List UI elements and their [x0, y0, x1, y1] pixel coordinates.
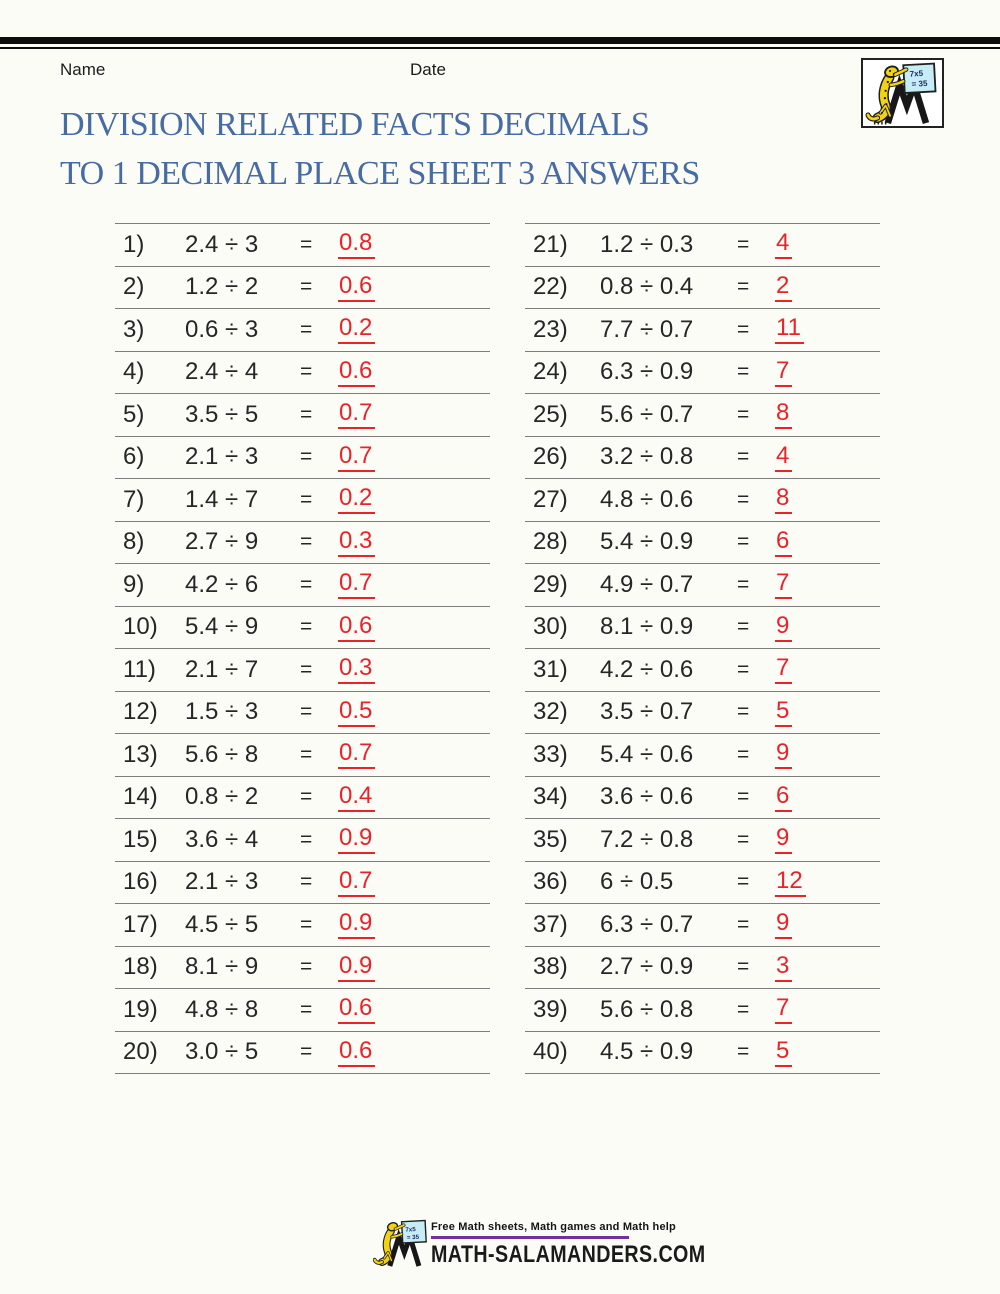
answer-value: 9 — [775, 613, 792, 642]
answer-value: 5 — [775, 698, 792, 727]
problem-row — [115, 223, 490, 266]
problem-expression: 5.4 ÷ 0.6 — [600, 740, 694, 768]
salamander-easel-icon — [373, 1216, 429, 1270]
equals-sign: = — [300, 742, 313, 766]
answer-value: 4 — [775, 443, 792, 472]
problem-row — [115, 818, 490, 861]
equals-sign: = — [737, 870, 750, 894]
problem-expression: 4.8 ÷ 8 — [185, 995, 259, 1023]
problem-expression: 6.3 ÷ 0.7 — [600, 910, 694, 938]
answer-value: 4 — [775, 230, 792, 259]
problem-row — [525, 436, 880, 479]
answer-value: 0.7 — [338, 400, 375, 429]
answer-value: 7 — [775, 358, 792, 387]
equals-sign: = — [737, 402, 750, 426]
problem-number: 31) — [533, 655, 568, 683]
equals-sign: = — [737, 955, 750, 979]
problem-row — [525, 988, 880, 1031]
problem-row — [115, 266, 490, 309]
answer-value: 0.3 — [338, 655, 375, 684]
problem-expression: 6.3 ÷ 0.9 — [600, 358, 694, 386]
answer-value: 0.3 — [338, 528, 375, 557]
answer-value: 0.6 — [338, 995, 375, 1024]
equals-sign: = — [300, 317, 313, 341]
equals-sign: = — [737, 700, 750, 724]
problem-expression: 4.2 ÷ 6 — [185, 570, 259, 598]
equals-sign: = — [300, 360, 313, 384]
problem-number: 38) — [533, 953, 568, 981]
problem-number: 32) — [533, 698, 568, 726]
salamander-easel-icon — [863, 60, 942, 126]
problem-row — [525, 648, 880, 691]
problem-number: 40) — [533, 1038, 568, 1066]
problem-expression: 2.7 ÷ 0.9 — [600, 953, 694, 981]
problem-expression: 2.1 ÷ 3 — [185, 443, 259, 471]
problem-expression: 7.2 ÷ 0.8 — [600, 825, 694, 853]
answer-value: 0.7 — [338, 570, 375, 599]
problem-expression: 4.5 ÷ 0.9 — [600, 1038, 694, 1066]
equals-sign: = — [737, 827, 750, 851]
problem-number: 24) — [533, 358, 568, 386]
answer-value: 11 — [775, 315, 804, 344]
equals-sign: = — [737, 232, 750, 256]
problem-number: 3) — [123, 315, 145, 343]
answer-value: 0.5 — [338, 698, 375, 727]
problem-number: 36) — [533, 868, 568, 896]
problem-expression: 3.0 ÷ 5 — [185, 1038, 259, 1066]
problems-column-left — [115, 223, 490, 1074]
answer-value: 0.7 — [338, 740, 375, 769]
problem-number: 33) — [533, 740, 568, 768]
problems-column-right — [525, 223, 880, 1074]
answer-value: 0.7 — [338, 868, 375, 897]
equals-sign: = — [737, 1040, 750, 1064]
answer-value: 6 — [775, 783, 792, 812]
answer-value: 0.8 — [338, 230, 375, 259]
problem-number: 26) — [533, 443, 568, 471]
equals-sign: = — [737, 657, 750, 681]
problem-row — [115, 436, 490, 479]
equals-sign: = — [300, 997, 313, 1021]
problem-expression: 1.2 ÷ 0.3 — [600, 230, 694, 258]
footer-site-name: MATH-SALAMANDERS.COM — [431, 1241, 706, 1268]
problem-row — [115, 946, 490, 989]
footer-logo — [373, 1216, 429, 1270]
problem-row — [525, 733, 880, 776]
problem-row — [525, 478, 880, 521]
equals-sign: = — [300, 402, 313, 426]
problem-row — [115, 563, 490, 606]
problem-number: 21) — [533, 230, 568, 258]
equals-sign: = — [300, 232, 313, 256]
problem-expression: 3.5 ÷ 5 — [185, 400, 259, 428]
problem-expression: 3.6 ÷ 4 — [185, 825, 259, 853]
problem-row — [525, 351, 880, 394]
answer-value: 0.4 — [338, 783, 375, 812]
problem-row — [525, 266, 880, 309]
problem-row — [525, 393, 880, 436]
problem-row — [115, 1031, 490, 1074]
equals-sign: = — [300, 700, 313, 724]
equals-sign: = — [300, 785, 313, 809]
problem-row — [115, 691, 490, 734]
answer-value: 7 — [775, 570, 792, 599]
problem-expression: 3.2 ÷ 0.8 — [600, 443, 694, 471]
answer-value: 6 — [775, 528, 792, 557]
problem-row — [115, 478, 490, 521]
problem-row — [115, 308, 490, 351]
problem-number: 12) — [123, 698, 158, 726]
problem-expression: 2.4 ÷ 4 — [185, 358, 259, 386]
problem-expression: 2.7 ÷ 9 — [185, 528, 259, 556]
problem-number: 28) — [533, 528, 568, 556]
equals-sign: = — [737, 997, 750, 1021]
problem-row — [525, 818, 880, 861]
problem-row — [525, 521, 880, 564]
equals-sign: = — [737, 912, 750, 936]
problem-expression: 4.9 ÷ 0.7 — [600, 570, 694, 598]
problem-expression: 8.1 ÷ 9 — [185, 953, 259, 981]
problem-expression: 4.2 ÷ 0.6 — [600, 655, 694, 683]
answer-value: 0.6 — [338, 613, 375, 642]
equals-sign: = — [737, 530, 750, 554]
answer-value: 9 — [775, 910, 792, 939]
answer-value: 5 — [775, 1038, 792, 1067]
equals-sign: = — [737, 360, 750, 384]
problem-row — [525, 776, 880, 819]
equals-sign: = — [300, 955, 313, 979]
problem-number: 4) — [123, 358, 145, 386]
problem-row — [115, 733, 490, 776]
problem-expression: 1.4 ÷ 7 — [185, 485, 259, 513]
answer-value: 7 — [775, 995, 792, 1024]
page-title — [60, 100, 700, 198]
problem-number: 16) — [123, 868, 158, 896]
problem-number: 5) — [123, 400, 145, 428]
answer-value: 12 — [775, 868, 806, 897]
problem-number: 35) — [533, 825, 568, 853]
problem-number: 39) — [533, 995, 568, 1023]
problem-row — [115, 903, 490, 946]
answer-value: 8 — [775, 400, 792, 429]
problem-row — [525, 861, 880, 904]
answer-value: 0.6 — [338, 1038, 375, 1067]
problem-expression: 3.5 ÷ 0.7 — [600, 698, 694, 726]
problem-expression: 7.7 ÷ 0.7 — [600, 315, 694, 343]
problem-number: 18) — [123, 953, 158, 981]
problem-row — [115, 861, 490, 904]
problem-number: 14) — [123, 783, 158, 811]
equals-sign: = — [300, 615, 313, 639]
answer-value: 0.6 — [338, 358, 375, 387]
problem-expression: 5.4 ÷ 0.9 — [600, 528, 694, 556]
problem-expression: 4.8 ÷ 0.6 — [600, 485, 694, 513]
answer-value: 0.2 — [338, 485, 375, 514]
equals-sign: = — [737, 445, 750, 469]
problem-number: 11) — [123, 655, 156, 683]
problem-expression: 2.1 ÷ 7 — [185, 655, 259, 683]
equals-sign: = — [737, 572, 750, 596]
problem-number: 37) — [533, 910, 568, 938]
problem-number: 22) — [533, 273, 568, 301]
problem-expression: 1.2 ÷ 2 — [185, 273, 259, 301]
board-text-line2: = 35 — [406, 1233, 420, 1242]
problem-row — [525, 946, 880, 989]
problem-expression: 0.6 ÷ 3 — [185, 315, 259, 343]
answer-value: 3 — [775, 953, 792, 982]
footer-text-block — [431, 1216, 766, 1269]
problem-row — [115, 988, 490, 1031]
answer-value: 8 — [775, 485, 792, 514]
board-text-line2: = 35 — [911, 78, 928, 89]
problem-number: 19) — [123, 995, 158, 1023]
problem-row — [115, 393, 490, 436]
problem-number: 9) — [123, 570, 145, 598]
problem-row — [115, 351, 490, 394]
problem-row — [525, 223, 880, 266]
answer-value: 0.9 — [338, 910, 375, 939]
board-text-line1: 7x5 — [909, 68, 924, 79]
site-logo — [861, 58, 944, 128]
answer-value: 9 — [775, 740, 792, 769]
top-border-thick — [0, 37, 1000, 44]
problem-row — [525, 691, 880, 734]
problem-expression: 5.6 ÷ 0.8 — [600, 995, 694, 1023]
equals-sign: = — [737, 317, 750, 341]
answer-value: 9 — [775, 825, 792, 854]
equals-sign: = — [300, 487, 313, 511]
footer — [373, 1216, 766, 1270]
problem-row — [525, 606, 880, 649]
equals-sign: = — [737, 275, 750, 299]
problem-expression: 8.1 ÷ 0.9 — [600, 613, 694, 641]
problem-number: 34) — [533, 783, 568, 811]
problem-expression: 5.4 ÷ 9 — [185, 613, 259, 641]
equals-sign: = — [300, 1040, 313, 1064]
problem-number: 29) — [533, 570, 568, 598]
equals-sign: = — [300, 530, 313, 554]
problem-expression: 4.5 ÷ 5 — [185, 910, 259, 938]
problem-row — [525, 1031, 880, 1074]
answer-value: 0.9 — [338, 953, 375, 982]
problem-number: 27) — [533, 485, 568, 513]
problem-number: 8) — [123, 528, 145, 556]
problem-row — [525, 903, 880, 946]
problem-row — [115, 606, 490, 649]
answer-value: 0.6 — [338, 273, 375, 302]
footer-tagline: Free Math sheets, Math games and Math help — [431, 1221, 676, 1233]
answer-value: 0.2 — [338, 315, 375, 344]
problem-number: 25) — [533, 400, 568, 428]
answer-value: 7 — [775, 655, 792, 684]
problem-number: 15) — [123, 825, 158, 853]
equals-sign: = — [737, 487, 750, 511]
problem-number: 13) — [123, 740, 158, 768]
problem-number: 23) — [533, 315, 568, 343]
problem-number: 20) — [123, 1038, 158, 1066]
problem-expression: 0.8 ÷ 2 — [185, 783, 259, 811]
answer-value: 0.7 — [338, 443, 375, 472]
equals-sign: = — [300, 572, 313, 596]
equals-sign: = — [300, 912, 313, 936]
equals-sign: = — [737, 785, 750, 809]
problem-expression: 5.6 ÷ 8 — [185, 740, 259, 768]
problem-expression: 2.4 ÷ 3 — [185, 230, 259, 258]
problem-number: 6) — [123, 443, 145, 471]
name-label: Name — [60, 60, 106, 79]
problem-expression: 6 ÷ 0.5 — [600, 868, 674, 896]
problem-number: 17) — [123, 910, 158, 938]
problem-number: 2) — [123, 273, 145, 301]
page-title-line1: DIVISION RELATED FACTS DECIMALS — [60, 106, 650, 143]
problem-expression: 1.5 ÷ 3 — [185, 698, 259, 726]
problem-row — [115, 776, 490, 819]
problem-number: 10) — [123, 613, 158, 641]
answer-value: 0.9 — [338, 825, 375, 854]
page-title-line2: TO 1 DECIMAL PLACE SHEET 3 ANSWERS — [60, 155, 700, 192]
equals-sign: = — [737, 742, 750, 766]
equals-sign: = — [300, 870, 313, 894]
equals-sign: = — [300, 657, 313, 681]
problem-expression: 3.6 ÷ 0.6 — [600, 783, 694, 811]
problem-expression: 2.1 ÷ 3 — [185, 868, 259, 896]
problem-number: 30) — [533, 613, 568, 641]
answer-value: 2 — [775, 273, 792, 302]
problem-number: 1) — [123, 230, 145, 258]
problem-expression: 5.6 ÷ 0.7 — [600, 400, 694, 428]
equals-sign: = — [300, 827, 313, 851]
top-border-thin — [0, 47, 1000, 49]
problem-row — [525, 563, 880, 606]
problem-expression: 0.8 ÷ 0.4 — [600, 273, 694, 301]
problem-row — [525, 308, 880, 351]
problem-row — [115, 521, 490, 564]
equals-sign: = — [300, 445, 313, 469]
problem-row — [115, 648, 490, 691]
equals-sign: = — [737, 615, 750, 639]
date-label: Date — [410, 60, 446, 79]
equals-sign: = — [300, 275, 313, 299]
board-text-line1: 7x5 — [405, 1226, 416, 1234]
problem-number: 7) — [123, 485, 145, 513]
footer-accent-rule — [431, 1236, 629, 1239]
